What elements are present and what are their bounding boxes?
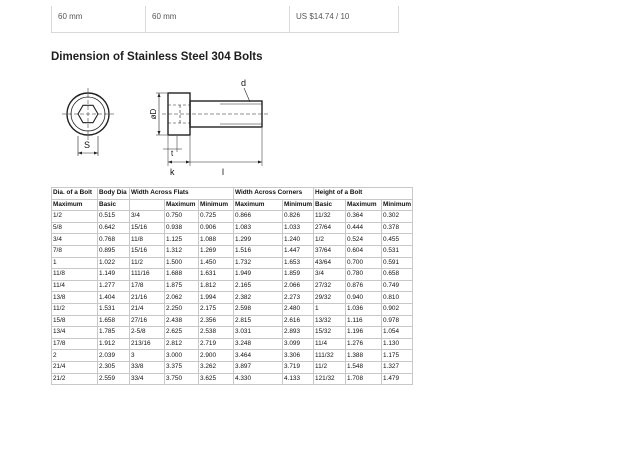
table-cell: 3.000 — [165, 350, 199, 362]
table-cell: 1.732 — [234, 257, 283, 269]
table-cell: 0.455 — [382, 234, 413, 246]
sub-header-body-basic: Basic — [98, 199, 130, 211]
table-cell: 0.364 — [346, 211, 382, 223]
table-cell: 2.598 — [234, 303, 283, 315]
table-cell: 1.631 — [199, 269, 234, 281]
sub-header-flats-max: Maximum — [165, 199, 199, 211]
table-row — [52, 350, 413, 362]
table-cell: 3.262 — [199, 361, 234, 373]
table-cell: 21/16 — [130, 292, 165, 304]
table-row — [52, 211, 413, 223]
sub-header-corners-min: Minimum — [283, 199, 314, 211]
table-cell: 3.750 — [165, 373, 199, 385]
table-cell: 1.149 — [98, 269, 130, 281]
table-cell: 1.450 — [199, 257, 234, 269]
table-cell: 33/4 — [130, 373, 165, 385]
table-cell: 0.978 — [382, 315, 413, 327]
table-cell: 1.548 — [346, 361, 382, 373]
table-cell: 11/32 — [314, 211, 346, 223]
table-cell: 2.438 — [165, 315, 199, 327]
header-dia: Dia. of a Bolt — [52, 188, 98, 200]
table-cell: 1.516 — [234, 245, 283, 257]
table-cell: 0.826 — [283, 211, 314, 223]
table-cell: 2.273 — [283, 292, 314, 304]
table-cell: 213/16 — [130, 338, 165, 350]
table-cell: 1 — [314, 303, 346, 315]
table-cell: 13/8 — [52, 292, 98, 304]
table-cell: 3.625 — [199, 373, 234, 385]
label-k: k — [170, 167, 175, 177]
table-cell: 2 — [52, 350, 98, 362]
table-cell: 1.196 — [346, 327, 382, 339]
table-cell: 0.642 — [98, 222, 130, 234]
sub-header-flats-basic — [130, 199, 165, 211]
table-cell: 1.785 — [98, 327, 130, 339]
table-cell: 3 — [130, 350, 165, 362]
price-row — [51, 6, 399, 33]
table-cell: 15/32 — [314, 327, 346, 339]
table-cell: 13/32 — [314, 315, 346, 327]
table-cell: 2.900 — [199, 350, 234, 362]
table-cell: 1 — [52, 257, 98, 269]
table-cell: 29/32 — [314, 292, 346, 304]
header-width-corners: Width Across Corners — [234, 188, 314, 200]
table-row — [52, 257, 413, 269]
table-cell: 3.248 — [234, 338, 283, 350]
table-cell: 0.515 — [98, 211, 130, 223]
header-width-flats: Width Across Flats — [130, 188, 234, 200]
table-cell: 1.125 — [165, 234, 199, 246]
table-cell: 2.616 — [283, 315, 314, 327]
table-cell: 3.099 — [283, 338, 314, 350]
table-cell: 0.302 — [382, 211, 413, 223]
section-title: Dimension of Stainless Steel 304 Bolts — [51, 51, 263, 63]
sub-header-height-basic: Basic — [314, 199, 346, 211]
table-cell: 13/4 — [52, 327, 98, 339]
table-cell: 2.538 — [199, 327, 234, 339]
table-cell: 2.559 — [98, 373, 130, 385]
table-cell: 111/32 — [314, 350, 346, 362]
price-row-cell: US $14.74 / 10 — [296, 12, 350, 21]
table-cell: 2.250 — [165, 303, 199, 315]
table-cell: 2.356 — [199, 315, 234, 327]
table-cell: 37/64 — [314, 245, 346, 257]
table-cell: 1.327 — [382, 361, 413, 373]
table-cell: 11/4 — [52, 280, 98, 292]
table-cell: 11/4 — [314, 338, 346, 350]
table-cell: 0.780 — [346, 269, 382, 281]
table-row — [52, 315, 413, 327]
table-cell: 1.388 — [346, 350, 382, 362]
table-cell: 0.378 — [382, 222, 413, 234]
table-cell: 27/32 — [314, 280, 346, 292]
table-cell: 2.815 — [234, 315, 283, 327]
table-row — [52, 222, 413, 234]
bolt-diagram — [60, 74, 280, 184]
table-cell: 1.812 — [199, 280, 234, 292]
label-d: d — [241, 78, 247, 88]
table-cell: 1.277 — [98, 280, 130, 292]
table-cell: 2.062 — [165, 292, 199, 304]
table-cell: 1.447 — [283, 245, 314, 257]
table-cell: 1.240 — [283, 234, 314, 246]
table-cell: 1.276 — [346, 338, 382, 350]
table-cell: 0.750 — [165, 211, 199, 223]
table-cell: 0.895 — [98, 245, 130, 257]
table-cell: 2.039 — [98, 350, 130, 362]
table-cell: 0.938 — [165, 222, 199, 234]
table-cell: 15/8 — [52, 315, 98, 327]
table-cell: 21/2 — [52, 373, 98, 385]
table-row — [52, 234, 413, 246]
table-cell: 1.083 — [234, 222, 283, 234]
table-cell: 0.866 — [234, 211, 283, 223]
table-cell: 1.994 — [199, 292, 234, 304]
dimension-table — [51, 187, 413, 385]
label-s: S — [84, 140, 91, 150]
table-cell: 0.810 — [382, 292, 413, 304]
table-cell: 2.382 — [234, 292, 283, 304]
header-height: Height of a Bolt — [314, 188, 413, 200]
table-cell: 1.130 — [382, 338, 413, 350]
table-cell: 3.897 — [234, 361, 283, 373]
table-cell: 0.604 — [346, 245, 382, 257]
table-cell: 2.625 — [165, 327, 199, 339]
table-cell: 1.859 — [283, 269, 314, 281]
table-cell: 3.464 — [234, 350, 283, 362]
sub-header-height-min: Minimum — [382, 199, 413, 211]
table-cell: 1.875 — [165, 280, 199, 292]
table-cell: 33/8 — [130, 361, 165, 373]
table-cell: 1.299 — [234, 234, 283, 246]
sub-header-corners-max: Maximum — [234, 199, 283, 211]
table-cell: 1.500 — [165, 257, 199, 269]
table-cell: 0.749 — [382, 280, 413, 292]
table-cell: 15/16 — [130, 222, 165, 234]
table-cell: 11/8 — [52, 269, 98, 281]
table-cell: 1.088 — [199, 234, 234, 246]
table-cell: 1.531 — [98, 303, 130, 315]
table-cell: 0.876 — [346, 280, 382, 292]
table-cell: 0.902 — [382, 303, 413, 315]
table-cell: 3.306 — [283, 350, 314, 362]
table-cell: 1.653 — [283, 257, 314, 269]
sub-header-flats-min: Minimum — [199, 199, 234, 211]
table-cell: 1.404 — [98, 292, 130, 304]
table-cell: 1.175 — [382, 350, 413, 362]
table-cell: 27/16 — [130, 315, 165, 327]
label-l: l — [222, 167, 224, 177]
table-cell: 1.688 — [165, 269, 199, 281]
table-cell: 2.812 — [165, 338, 199, 350]
table-cell: 17/8 — [52, 338, 98, 350]
label-t: t — [171, 149, 174, 158]
table-cell: 2.305 — [98, 361, 130, 373]
table-row — [52, 292, 413, 304]
sub-header-height-max: Maximum — [346, 199, 382, 211]
table-cell: 0.591 — [382, 257, 413, 269]
table-cell: 1.269 — [199, 245, 234, 257]
table-cell: 0.906 — [199, 222, 234, 234]
table-cell: 11/2 — [52, 303, 98, 315]
table-cell: 11/8 — [130, 234, 165, 246]
table-cell: 43/64 — [314, 257, 346, 269]
table-row — [52, 327, 413, 339]
table-cell: 17/8 — [130, 280, 165, 292]
table-cell: 11/2 — [130, 257, 165, 269]
table-cell: 1.022 — [98, 257, 130, 269]
table-cell: 1.479 — [382, 373, 413, 385]
table-cell: 0.658 — [382, 269, 413, 281]
table-group-header-row — [52, 188, 413, 200]
table-cell: 7/8 — [52, 245, 98, 257]
table-cell: 5/8 — [52, 222, 98, 234]
table-cell: 111/16 — [130, 269, 165, 281]
table-cell: 3/4 — [130, 211, 165, 223]
table-cell: 3/4 — [314, 269, 346, 281]
table-cell: 0.768 — [98, 234, 130, 246]
table-cell: 3.719 — [283, 361, 314, 373]
table-row — [52, 338, 413, 350]
table-row — [52, 245, 413, 257]
table-cell: 4.330 — [234, 373, 283, 385]
table-row — [52, 280, 413, 292]
table-cell: 21/4 — [130, 303, 165, 315]
table-sub-header-row — [52, 199, 413, 211]
table-cell: 2.175 — [199, 303, 234, 315]
table-cell: 1.949 — [234, 269, 283, 281]
table-row — [52, 361, 413, 373]
table-cell: 2.719 — [199, 338, 234, 350]
table-cell: 1.054 — [382, 327, 413, 339]
table-row — [52, 303, 413, 315]
table-cell: 2.165 — [234, 280, 283, 292]
sub-header-dia-max: Maximum — [52, 199, 98, 211]
table-cell: 2.893 — [283, 327, 314, 339]
table-cell: 0.444 — [346, 222, 382, 234]
table-cell: 3/4 — [52, 234, 98, 246]
price-row-cell: 60 mm — [146, 6, 290, 32]
table-cell: 0.940 — [346, 292, 382, 304]
table-cell: 0.531 — [382, 245, 413, 257]
table-cell: 21/4 — [52, 361, 98, 373]
table-cell: 0.725 — [199, 211, 234, 223]
table-cell: 3.031 — [234, 327, 283, 339]
table-cell: 1.033 — [283, 222, 314, 234]
table-cell: 1.036 — [346, 303, 382, 315]
table-cell: 0.700 — [346, 257, 382, 269]
table-cell: 1.116 — [346, 315, 382, 327]
table-cell: 1.658 — [98, 315, 130, 327]
price-row-cell: 60 mm — [52, 6, 146, 32]
table-cell: 121/32 — [314, 373, 346, 385]
table-cell: 2.480 — [283, 303, 314, 315]
table-cell: 1/2 — [314, 234, 346, 246]
table-cell: 1.912 — [98, 338, 130, 350]
table-cell: 0.524 — [346, 234, 382, 246]
table-cell: 15/16 — [130, 245, 165, 257]
table-cell: 1.708 — [346, 373, 382, 385]
table-cell: 2.066 — [283, 280, 314, 292]
table-cell: 4.133 — [283, 373, 314, 385]
table-cell: 2-5/8 — [130, 327, 165, 339]
table-row — [52, 373, 413, 385]
table-cell: 11/2 — [314, 361, 346, 373]
table-cell: 1/2 — [52, 211, 98, 223]
header-body-dia: Body Dia — [98, 188, 130, 200]
table-cell: 27/64 — [314, 222, 346, 234]
table-cell: 3.375 — [165, 361, 199, 373]
table-row — [52, 269, 413, 281]
label-dia: øD — [149, 108, 158, 120]
table-cell: 1.312 — [165, 245, 199, 257]
